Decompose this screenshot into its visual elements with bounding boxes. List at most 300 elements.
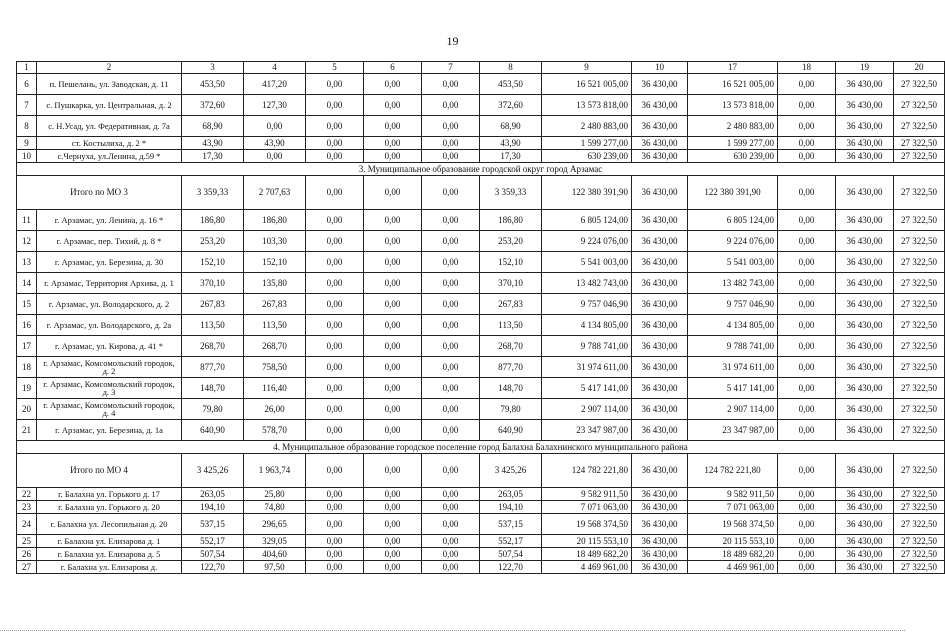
column-number-cell: 17 — [688, 62, 778, 74]
value-cell: 36 430,00 — [836, 95, 894, 116]
value-cell: 6 805 124,00 — [688, 210, 778, 231]
value-cell: 17,30 — [182, 150, 244, 163]
address-cell: г. Балахна ул. Елизарова д. 5 — [37, 548, 182, 561]
value-cell: 31 974 611,00 — [542, 357, 632, 378]
column-number-cell: 8 — [480, 62, 542, 74]
value-cell: 36 430,00 — [836, 501, 894, 514]
value-cell: 0,00 — [306, 150, 364, 163]
value-cell: 122,70 — [480, 561, 542, 574]
value-cell: 0,00 — [306, 210, 364, 231]
value-cell: 19 568 374,50 — [688, 514, 778, 535]
row-number-cell: 23 — [17, 501, 37, 514]
value-cell: 36 430,00 — [836, 336, 894, 357]
value-cell: 0,00 — [364, 399, 422, 420]
value-cell: 0,00 — [244, 116, 306, 137]
value-cell: 507,54 — [182, 548, 244, 561]
value-cell: 36 430,00 — [632, 74, 688, 95]
value-cell: 27 322,50 — [894, 561, 945, 574]
value-cell: 13 482 743,00 — [688, 273, 778, 294]
address-cell: г. Арзамас, ул. Кирова, д. 41 * — [37, 336, 182, 357]
value-cell: 27 322,50 — [894, 357, 945, 378]
value-cell: 0,00 — [778, 74, 836, 95]
total-value-cell: 0,00 — [422, 454, 480, 488]
value-cell: 0,00 — [778, 561, 836, 574]
address-cell: г. Балахна ул. Лесопильная д. 20 — [37, 514, 182, 535]
value-cell: 267,83 — [244, 294, 306, 315]
value-cell: 7 071 063,00 — [688, 501, 778, 514]
value-cell: 36 430,00 — [836, 514, 894, 535]
value-cell: 0,00 — [422, 378, 480, 399]
table-row — [17, 294, 945, 315]
value-cell: 36 430,00 — [632, 548, 688, 561]
total-value-cell: 2 707,63 — [244, 176, 306, 210]
value-cell: 0,00 — [364, 336, 422, 357]
value-cell: 0,00 — [422, 514, 480, 535]
value-cell: 630 239,00 — [542, 150, 632, 163]
value-cell: 6 805 124,00 — [542, 210, 632, 231]
total-value-cell: 0,00 — [306, 454, 364, 488]
value-cell: 0,00 — [244, 150, 306, 163]
value-cell: 0,00 — [422, 535, 480, 548]
value-cell: 20 115 553,10 — [688, 535, 778, 548]
value-cell: 9 788 741,00 — [542, 336, 632, 357]
table-row — [17, 357, 945, 378]
value-cell: 0,00 — [306, 561, 364, 574]
value-cell: 0,00 — [364, 95, 422, 116]
address-cell: г. Балахна ул. Горького д. 17 — [37, 488, 182, 501]
value-cell: 2 907 114,00 — [542, 399, 632, 420]
value-cell: 27 322,50 — [894, 535, 945, 548]
total-value-cell: 27 322,50 — [894, 454, 945, 488]
value-cell: 267,83 — [182, 294, 244, 315]
row-number-cell: 12 — [17, 231, 37, 252]
column-number-cell: 18 — [778, 62, 836, 74]
section-heading-row — [17, 441, 945, 454]
table-row — [17, 273, 945, 294]
column-number-cell: 4 — [244, 62, 306, 74]
row-number-cell: 14 — [17, 273, 37, 294]
value-cell: 9 757 046,90 — [542, 294, 632, 315]
value-cell: 0,00 — [306, 231, 364, 252]
value-cell: 9 788 741,00 — [688, 336, 778, 357]
value-cell: 27 322,50 — [894, 137, 945, 150]
value-cell: 18 489 682,20 — [688, 548, 778, 561]
table-row — [17, 561, 945, 574]
value-cell: 0,00 — [306, 74, 364, 95]
value-cell: 152,10 — [244, 252, 306, 273]
value-cell: 2 480 883,00 — [542, 116, 632, 137]
value-cell: 0,00 — [778, 137, 836, 150]
row-number-cell: 10 — [17, 150, 37, 163]
value-cell: 36 430,00 — [632, 137, 688, 150]
value-cell: 16 521 005,00 — [688, 74, 778, 95]
total-value-cell: 124 782 221,80 — [688, 454, 778, 488]
value-cell: 268,70 — [480, 336, 542, 357]
value-cell: 103,30 — [244, 231, 306, 252]
value-cell: 0,00 — [422, 501, 480, 514]
total-value-cell: 36 430,00 — [836, 176, 894, 210]
value-cell: 116,40 — [244, 378, 306, 399]
row-number-cell: 11 — [17, 210, 37, 231]
value-cell: 36 430,00 — [836, 561, 894, 574]
value-cell: 0,00 — [778, 315, 836, 336]
column-number-row — [17, 62, 945, 74]
value-cell: 26,00 — [244, 399, 306, 420]
value-cell: 0,00 — [422, 210, 480, 231]
value-cell: 4 134 805,00 — [688, 315, 778, 336]
total-value-cell: 0,00 — [778, 176, 836, 210]
value-cell: 372,60 — [182, 95, 244, 116]
value-cell: 36 430,00 — [632, 294, 688, 315]
table-row — [17, 378, 945, 399]
value-cell: 18 489 682,20 — [542, 548, 632, 561]
column-number-cell: 10 — [632, 62, 688, 74]
value-cell: 537,15 — [480, 514, 542, 535]
value-cell: 27 322,50 — [894, 150, 945, 163]
row-number-cell: 19 — [17, 378, 37, 399]
value-cell: 267,83 — [480, 294, 542, 315]
value-cell: 36 430,00 — [632, 357, 688, 378]
address-cell: г. Арзамас, ул. Ленина, д. 16 * — [37, 210, 182, 231]
value-cell: 507,54 — [480, 548, 542, 561]
value-cell: 0,00 — [364, 252, 422, 273]
row-number-cell: 24 — [17, 514, 37, 535]
value-cell: 27 322,50 — [894, 420, 945, 441]
value-cell: 1 599 277,00 — [542, 137, 632, 150]
value-cell: 0,00 — [364, 137, 422, 150]
value-cell: 19 568 374,50 — [542, 514, 632, 535]
value-cell: 0,00 — [306, 273, 364, 294]
value-cell: 36 430,00 — [632, 95, 688, 116]
value-cell: 0,00 — [306, 501, 364, 514]
address-cell: ст. Костылиха, д. 2 * — [37, 137, 182, 150]
table-body — [17, 62, 945, 574]
value-cell: 0,00 — [364, 315, 422, 336]
total-value-cell: 3 359,33 — [182, 176, 244, 210]
value-cell: 36 430,00 — [836, 535, 894, 548]
total-label: Итого по МО 3 — [17, 176, 182, 210]
value-cell: 0,00 — [422, 420, 480, 441]
value-cell: 9 582 911,50 — [688, 488, 778, 501]
address-cell: г. Арзамас, ул. Володарского, д. 2а — [37, 315, 182, 336]
total-label: Итого по МО 4 — [17, 454, 182, 488]
address-cell: г. Арзамас, Территория Архива, д. 1 — [37, 273, 182, 294]
value-cell: 0,00 — [422, 336, 480, 357]
value-cell: 630 239,00 — [688, 150, 778, 163]
value-cell: 0,00 — [422, 252, 480, 273]
total-value-cell: 0,00 — [364, 454, 422, 488]
value-cell: 27 322,50 — [894, 74, 945, 95]
value-cell: 552,17 — [182, 535, 244, 548]
value-cell: 0,00 — [422, 561, 480, 574]
value-cell: 268,70 — [244, 336, 306, 357]
value-cell: 0,00 — [364, 535, 422, 548]
value-cell: 152,10 — [182, 252, 244, 273]
value-cell: 0,00 — [422, 315, 480, 336]
value-cell: 36 430,00 — [836, 137, 894, 150]
total-value-cell: 0,00 — [778, 454, 836, 488]
value-cell: 877,70 — [480, 357, 542, 378]
value-cell: 0,00 — [778, 535, 836, 548]
value-cell: 13 482 743,00 — [542, 273, 632, 294]
row-number-cell: 6 — [17, 74, 37, 95]
value-cell: 0,00 — [364, 378, 422, 399]
value-cell: 0,00 — [778, 252, 836, 273]
value-cell: 0,00 — [778, 116, 836, 137]
value-cell: 0,00 — [364, 420, 422, 441]
value-cell: 0,00 — [778, 420, 836, 441]
value-cell: 148,70 — [480, 378, 542, 399]
value-cell: 27 322,50 — [894, 548, 945, 561]
value-cell: 0,00 — [778, 210, 836, 231]
value-cell: 5 417 141,00 — [688, 378, 778, 399]
value-cell: 186,80 — [182, 210, 244, 231]
value-cell: 0,00 — [364, 357, 422, 378]
value-cell: 23 347 987,00 — [688, 420, 778, 441]
value-cell: 27 322,50 — [894, 514, 945, 535]
housing-table — [16, 61, 945, 574]
table-row — [17, 252, 945, 273]
table-row — [17, 336, 945, 357]
value-cell: 9 582 911,50 — [542, 488, 632, 501]
table-row — [17, 231, 945, 252]
table-row — [17, 501, 945, 514]
table-row — [17, 137, 945, 150]
value-cell: 0,00 — [306, 137, 364, 150]
value-cell: 27 322,50 — [894, 378, 945, 399]
value-cell: 877,70 — [182, 357, 244, 378]
value-cell: 7 071 063,00 — [542, 501, 632, 514]
value-cell: 417,20 — [244, 74, 306, 95]
value-cell: 36 430,00 — [836, 420, 894, 441]
value-cell: 36 430,00 — [632, 150, 688, 163]
address-cell: г. Арзамас, Комсомольский городок, д. 4 — [37, 399, 182, 420]
value-cell: 263,05 — [182, 488, 244, 501]
page-edge — [0, 630, 905, 632]
value-cell: 404,60 — [244, 548, 306, 561]
value-cell: 453,50 — [182, 74, 244, 95]
address-cell: г. Арзамас, Комсомольский городок, д. 2 — [37, 357, 182, 378]
value-cell: 0,00 — [778, 378, 836, 399]
value-cell: 0,00 — [422, 357, 480, 378]
value-cell: 31 974 611,00 — [688, 357, 778, 378]
column-number-cell: 20 — [894, 62, 945, 74]
value-cell: 0,00 — [306, 357, 364, 378]
value-cell: 36 430,00 — [632, 210, 688, 231]
value-cell: 36 430,00 — [836, 488, 894, 501]
value-cell: 148,70 — [182, 378, 244, 399]
value-cell: 97,50 — [244, 561, 306, 574]
value-cell: 36 430,00 — [632, 488, 688, 501]
value-cell: 43,90 — [244, 137, 306, 150]
value-cell: 0,00 — [422, 273, 480, 294]
total-row — [17, 454, 945, 488]
address-cell: п. Пешелань, ул. Заводская, д. 11 — [37, 74, 182, 95]
value-cell: 370,10 — [182, 273, 244, 294]
value-cell: 113,50 — [480, 315, 542, 336]
value-cell: 0,00 — [364, 231, 422, 252]
value-cell: 113,50 — [244, 315, 306, 336]
value-cell: 578,70 — [244, 420, 306, 441]
value-cell: 23 347 987,00 — [542, 420, 632, 441]
value-cell: 9 224 076,00 — [542, 231, 632, 252]
value-cell: 552,17 — [480, 535, 542, 548]
value-cell: 16 521 005,00 — [542, 74, 632, 95]
value-cell: 0,00 — [364, 561, 422, 574]
value-cell: 36 430,00 — [836, 294, 894, 315]
value-cell: 27 322,50 — [894, 336, 945, 357]
value-cell: 27 322,50 — [894, 399, 945, 420]
total-value-cell: 36 430,00 — [632, 454, 688, 488]
value-cell: 0,00 — [422, 137, 480, 150]
row-number-cell: 22 — [17, 488, 37, 501]
address-cell: с. Н.Усад, ул. Федеративная, д. 7а — [37, 116, 182, 137]
row-number-cell: 17 — [17, 336, 37, 357]
value-cell: 186,80 — [244, 210, 306, 231]
row-number-cell: 26 — [17, 548, 37, 561]
value-cell: 43,90 — [182, 137, 244, 150]
value-cell: 36 430,00 — [632, 252, 688, 273]
address-cell: г. Арзамас, ул. Березина, д. 1а — [37, 420, 182, 441]
address-cell: г. Балахна ул. Горького д. 20 — [37, 501, 182, 514]
table-row — [17, 150, 945, 163]
value-cell: 0,00 — [364, 488, 422, 501]
value-cell: 27 322,50 — [894, 95, 945, 116]
value-cell: 36 430,00 — [632, 561, 688, 574]
value-cell: 0,00 — [306, 95, 364, 116]
value-cell: 0,00 — [306, 315, 364, 336]
value-cell: 0,00 — [306, 548, 364, 561]
value-cell: 0,00 — [422, 116, 480, 137]
value-cell: 36 430,00 — [632, 378, 688, 399]
value-cell: 68,90 — [480, 116, 542, 137]
row-number-cell: 21 — [17, 420, 37, 441]
total-row — [17, 176, 945, 210]
value-cell: 0,00 — [778, 95, 836, 116]
value-cell: 27 322,50 — [894, 488, 945, 501]
value-cell: 9 224 076,00 — [688, 231, 778, 252]
value-cell: 0,00 — [778, 336, 836, 357]
total-value-cell: 0,00 — [364, 176, 422, 210]
value-cell: 36 430,00 — [836, 231, 894, 252]
value-cell: 5 541 003,00 — [688, 252, 778, 273]
value-cell: 2 907 114,00 — [688, 399, 778, 420]
value-cell: 0,00 — [778, 357, 836, 378]
value-cell: 27 322,50 — [894, 210, 945, 231]
value-cell: 0,00 — [306, 420, 364, 441]
value-cell: 27 322,50 — [894, 294, 945, 315]
total-value-cell: 3 359,33 — [480, 176, 542, 210]
total-value-cell: 3 425,26 — [182, 454, 244, 488]
address-cell: г. Арзамас, пер. Тихий, д. 8 * — [37, 231, 182, 252]
total-value-cell: 3 425,26 — [480, 454, 542, 488]
value-cell: 0,00 — [364, 501, 422, 514]
total-value-cell: 36 430,00 — [836, 454, 894, 488]
row-number-cell: 15 — [17, 294, 37, 315]
value-cell: 68,90 — [182, 116, 244, 137]
value-cell: 329,05 — [244, 535, 306, 548]
value-cell: 372,60 — [480, 95, 542, 116]
column-number-cell: 7 — [422, 62, 480, 74]
total-value-cell: 122 380 391,90 — [542, 176, 632, 210]
value-cell: 113,50 — [182, 315, 244, 336]
row-number-cell: 20 — [17, 399, 37, 420]
value-cell: 36 430,00 — [836, 315, 894, 336]
section-title: 3. Муниципальное образование городской округ город Арзамас — [17, 163, 945, 176]
value-cell: 13 573 818,00 — [542, 95, 632, 116]
table-row — [17, 210, 945, 231]
value-cell: 36 430,00 — [836, 252, 894, 273]
value-cell: 43,90 — [480, 137, 542, 150]
value-cell: 127,30 — [244, 95, 306, 116]
row-number-cell: 25 — [17, 535, 37, 548]
total-value-cell: 1 963,74 — [244, 454, 306, 488]
total-value-cell: 36 430,00 — [632, 176, 688, 210]
value-cell: 20 115 553,10 — [542, 535, 632, 548]
value-cell: 640,90 — [480, 420, 542, 441]
value-cell: 9 757 046,90 — [688, 294, 778, 315]
value-cell: 640,90 — [182, 420, 244, 441]
section-title: 4. Муниципальное образование городское поселение город Балахна Балахнинского муниципального района — [17, 441, 945, 454]
table-row — [17, 514, 945, 535]
value-cell: 4 134 805,00 — [542, 315, 632, 336]
value-cell: 0,00 — [422, 399, 480, 420]
value-cell: 36 430,00 — [836, 399, 894, 420]
value-cell: 36 430,00 — [632, 116, 688, 137]
table-row — [17, 399, 945, 420]
value-cell: 25,80 — [244, 488, 306, 501]
value-cell: 0,00 — [364, 210, 422, 231]
column-number-cell: 1 — [17, 62, 37, 74]
value-cell: 36 430,00 — [632, 514, 688, 535]
value-cell: 0,00 — [422, 231, 480, 252]
value-cell: 0,00 — [422, 95, 480, 116]
total-value-cell: 124 782 221,80 — [542, 454, 632, 488]
table-row — [17, 116, 945, 137]
value-cell: 268,70 — [182, 336, 244, 357]
value-cell: 135,80 — [244, 273, 306, 294]
row-number-cell: 7 — [17, 95, 37, 116]
row-number-cell: 16 — [17, 315, 37, 336]
address-cell: г. Балахна ул. Елизарова д. 1 — [37, 535, 182, 548]
table-row — [17, 548, 945, 561]
value-cell: 13 573 818,00 — [688, 95, 778, 116]
value-cell: 0,00 — [306, 514, 364, 535]
value-cell: 2 480 883,00 — [688, 116, 778, 137]
value-cell: 0,00 — [778, 399, 836, 420]
column-number-cell: 9 — [542, 62, 632, 74]
column-number-cell: 2 — [37, 62, 182, 74]
value-cell: 4 469 961,00 — [688, 561, 778, 574]
value-cell: 74,80 — [244, 501, 306, 514]
address-cell: г. Арзамас, ул. Березина, д. 30 — [37, 252, 182, 273]
value-cell: 36 430,00 — [836, 74, 894, 95]
address-cell: г. Арзамас, Комсомольский городок, д. 3 — [37, 378, 182, 399]
value-cell: 194,10 — [182, 501, 244, 514]
value-cell: 36 430,00 — [632, 273, 688, 294]
value-cell: 0,00 — [306, 252, 364, 273]
column-number-cell: 19 — [836, 62, 894, 74]
value-cell: 0,00 — [364, 548, 422, 561]
address-cell: с. Пушкарка, ул. Центральная, д. 2 — [37, 95, 182, 116]
value-cell: 0,00 — [778, 514, 836, 535]
value-cell: 0,00 — [306, 336, 364, 357]
value-cell: 17,30 — [480, 150, 542, 163]
value-cell: 4 469 961,00 — [542, 561, 632, 574]
address-cell: г. Балахна ул. Елизарова д. — [37, 561, 182, 574]
value-cell: 36 430,00 — [836, 150, 894, 163]
value-cell: 758,50 — [244, 357, 306, 378]
